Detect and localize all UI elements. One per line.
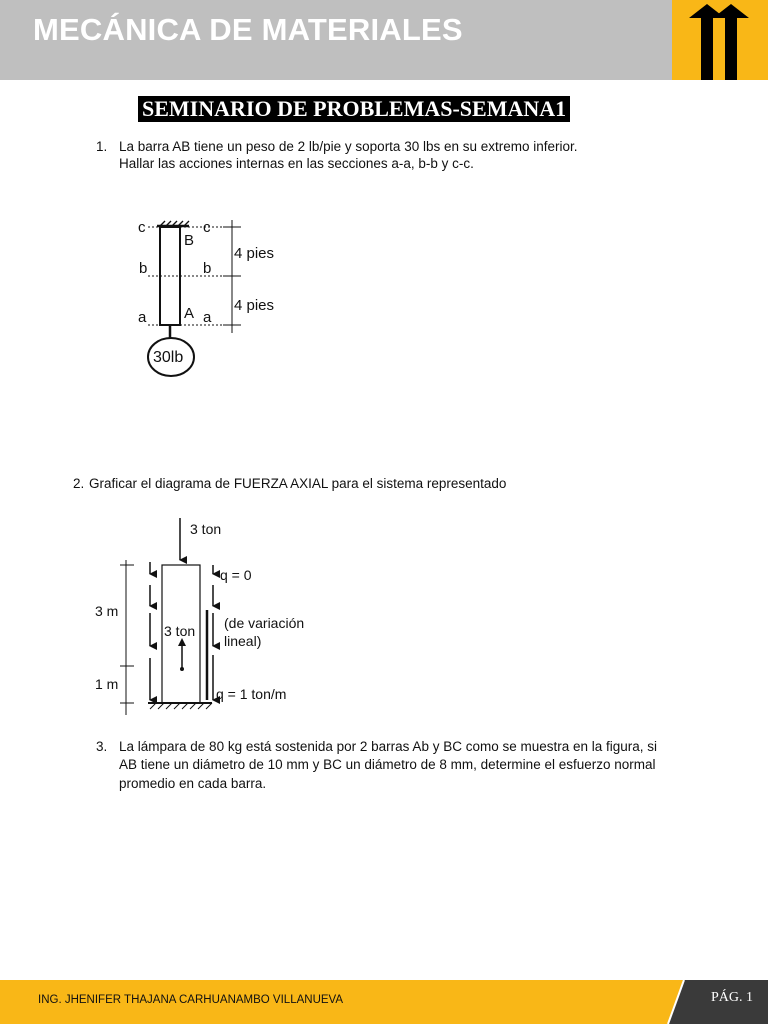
problem-3-number: 3. bbox=[96, 739, 108, 754]
fig2-note-line-1: (de variación bbox=[224, 615, 305, 631]
fig2-dim-1m: 1 m bbox=[95, 676, 119, 692]
fig1-label-b-left: b bbox=[139, 260, 148, 277]
figure-1-hanging-bar bbox=[120, 210, 320, 390]
problem-1-line-2: Hallar las acciones internas en las secciones a-a, b-b y c-c. bbox=[119, 156, 474, 171]
problem-1-number: 1. bbox=[96, 139, 108, 154]
up-arrows-logo-icon bbox=[672, 0, 768, 80]
fig1-load-label: 30lb bbox=[153, 349, 184, 366]
fig1-dim-bottom: 4 pies bbox=[234, 297, 275, 314]
fig1-label-b-right: b bbox=[203, 260, 212, 277]
problem-3-line-3: promedio en cada barra. bbox=[119, 776, 267, 791]
problem-1-line-1: La barra AB tiene un peso de 2 lb/pie y soporta 30 lbs en su extremo inferior. bbox=[119, 139, 578, 154]
footer-page-number: PÁG. 1 bbox=[711, 990, 754, 1005]
problem-2-number: 2. bbox=[73, 476, 85, 491]
fig1-label-a-right: a bbox=[203, 309, 212, 326]
fig1-label-a-left: a bbox=[138, 309, 147, 326]
problem-3-line-1: La lámpara de 80 kg está sostenida por 2 barras Ab y BC como se muestra en la figura, si bbox=[119, 739, 658, 754]
fig2-dim-3m: 3 m bbox=[95, 603, 119, 619]
problem-3-line-2: AB tiene un diámetro de 10 mm y BC un diámetro de 8 mm, determine el esfuerzo normal bbox=[119, 757, 656, 772]
problem-2-line-1: Graficar el diagrama de FUERZA AXIAL para el sistema representado bbox=[89, 476, 507, 491]
figure-2-axial-column bbox=[90, 510, 330, 720]
footer-author: ING. JHENIFER THAJANA CARHUANAMBO VILLANUEVA bbox=[38, 994, 344, 1006]
fig2-top-load: 3 ton bbox=[190, 521, 222, 537]
fig1-label-A: A bbox=[184, 305, 195, 322]
fig2-inner-load: 3 ton bbox=[164, 623, 196, 639]
header-bar bbox=[0, 0, 672, 80]
fig1-label-B: B bbox=[184, 232, 195, 249]
fig1-label-c-right: c bbox=[203, 219, 211, 236]
header-title: MECÁNICA DE MATERIALES bbox=[33, 12, 463, 47]
fig1-label-c-left: c bbox=[138, 219, 146, 236]
fig2-q-bottom: q = 1 ton/m bbox=[216, 686, 287, 702]
fig2-q-top: q = 0 bbox=[220, 567, 252, 583]
seminar-title: SEMINARIO DE PROBLEMAS-SEMANA1 bbox=[138, 96, 570, 122]
logo bbox=[672, 0, 768, 80]
fig2-note-line-2: lineal) bbox=[224, 633, 262, 649]
fig1-dim-top: 4 pies bbox=[234, 245, 275, 262]
